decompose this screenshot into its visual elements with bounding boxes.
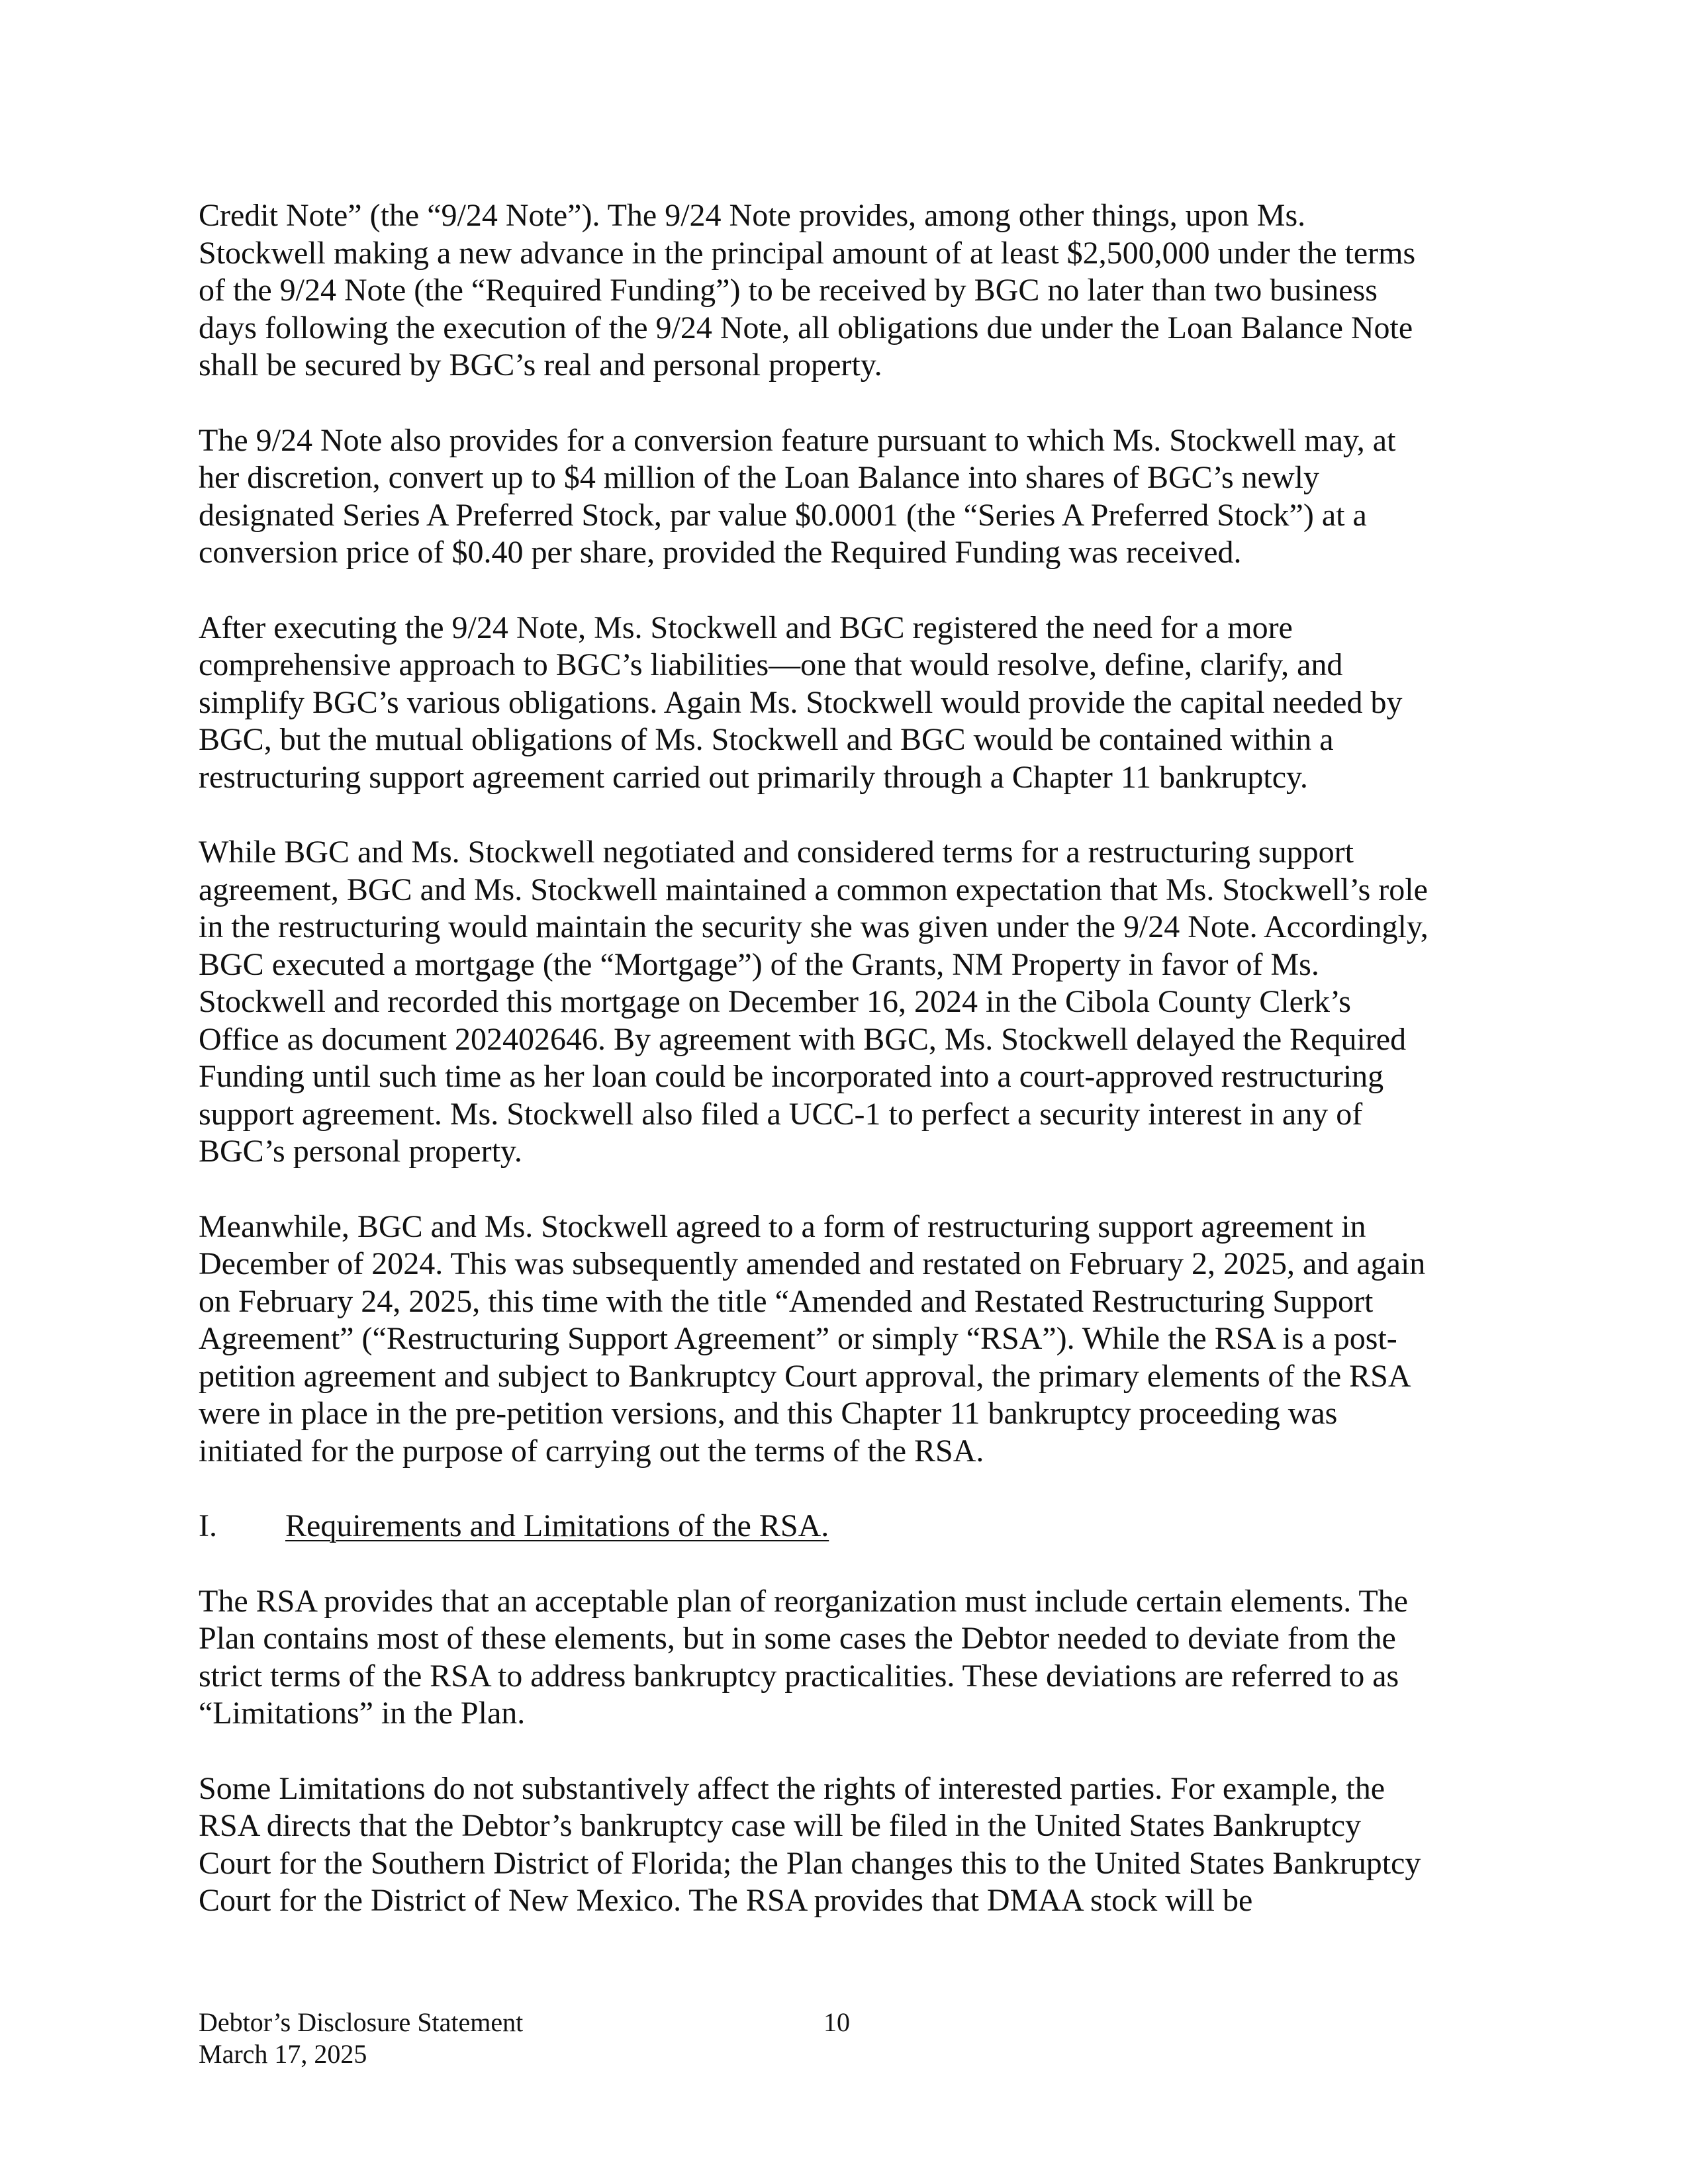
section-number: I. (199, 1508, 217, 1543)
text-line: Credit Note” (the “9/24 Note”). The 9/24 Note provides, among other things, upon Ms. (199, 198, 1306, 233)
text-line: Meanwhile, BGC and Ms. Stockwell agreed to a form of restructuring support agreement in (199, 1208, 1366, 1244)
text-line: December of 2024. This was subsequently amended and restated on February 2, 2025, and again (199, 1246, 1426, 1281)
paragraph-comprehensive-approach (199, 610, 1489, 797)
text-line: The 9/24 Note also provides for a conversion feature pursuant to which Ms. Stockwell may, at (199, 422, 1396, 458)
text-line: BGC’s personal property. (199, 1134, 522, 1169)
paragraph-rsa-history (199, 1208, 1489, 1471)
text-line: strict terms of the RSA to address bankruptcy practicalities. These deviations are referred to as (199, 1658, 1399, 1694)
text-line: restructuring support agreement carried out primarily through a Chapter 11 bankruptcy. (199, 759, 1308, 795)
text-line: comprehensive approach to BGC’s liabilities—one that would resolve, define, clarify, and (199, 647, 1343, 682)
text-line: Court for the District of New Mexico. The RSA provides that DMAA stock will be (199, 1883, 1253, 1918)
paragraph-rsa-elements (199, 1583, 1489, 1733)
text-line: designated Series A Preferred Stock, par value $0.0001 (the “Series A Preferred Stock”) at a (199, 497, 1367, 533)
text-line: simplify BGC’s various obligations. Again Ms. Stockwell would provide the capital needed by (199, 684, 1403, 720)
text-line: Funding until such time as her loan could be incorporated into a court-approved restructuring (199, 1059, 1384, 1094)
text-line: After executing the 9/24 Note, Ms. Stockwell and BGC registered the need for a more (199, 610, 1293, 645)
text-line: support agreement. Ms. Stockwell also filed a UCC-1 to perfect a security interest in any of (199, 1096, 1363, 1132)
text-line: RSA directs that the Debtor’s bankruptcy case will be filed in the United States Bankruptcy (199, 1808, 1362, 1843)
text-line: days following the execution of the 9/24 Note, all obligations due under the Loan Balance Note (199, 310, 1413, 345)
section-heading (199, 1508, 1489, 1545)
text-line: agreement, BGC and Ms. Stockwell maintained a common expectation that Ms. Stockwell’s role (199, 872, 1428, 907)
section-title: Requirements and Limitations of the RSA. (285, 1508, 829, 1543)
text-line: of the 9/24 Note (the “Required Funding”) to be received by BGC no later than two business (199, 273, 1378, 308)
text-line: conversion price of $0.40 per share, provided the Required Funding was received. (199, 535, 1242, 570)
footer-document-info (199, 2007, 523, 2070)
page-number: 10 (823, 2007, 850, 2037)
text-line: initiated for the purpose of carrying out the terms of the RSA. (199, 1433, 984, 1469)
paragraph-limitations-examples (199, 1770, 1489, 1920)
paragraph-9-24-note-terms (199, 197, 1489, 385)
text-line: in the restructuring would maintain the security she was given under the 9/24 Note. Accordingly, (199, 909, 1429, 944)
document-body (199, 197, 1489, 1920)
paragraph-conversion-feature (199, 422, 1489, 572)
text-line: Office as document 202402646. By agreement with BGC, Ms. Stockwell delayed the Required (199, 1021, 1407, 1057)
text-line: The RSA provides that an acceptable plan of reorganization must include certain elements. The (199, 1583, 1408, 1619)
text-line: Some Limitations do not substantively affect the rights of interested parties. For example, the (199, 1770, 1385, 1806)
text-line: Plan contains most of these elements, but in some cases the Debtor needed to deviate from the (199, 1621, 1396, 1656)
text-line: BGC executed a mortgage (the “Mortgage”) of the Grants, NM Property in favor of Ms. (199, 946, 1319, 982)
text-line: petition agreement and subject to Bankruptcy Court approval, the primary elements of the RSA (199, 1358, 1411, 1394)
footer-date: March 17, 2025 (199, 2039, 367, 2069)
text-line: on February 24, 2025, this time with the title “Amended and Restated Restructuring Support (199, 1283, 1374, 1319)
paragraph-mortgage (199, 834, 1489, 1171)
text-line: “Limitations” in the Plan. (199, 1696, 526, 1731)
text-line: BGC, but the mutual obligations of Ms. Stockwell and BGC would be contained within a (199, 722, 1334, 757)
text-line: Agreement” (“Restructuring Support Agreement” or simply “RSA”). While the RSA is a post- (199, 1321, 1397, 1356)
text-line: Court for the Southern District of Florida; the Plan changes this to the United States Bankruptcy (199, 1845, 1421, 1881)
section-heading-line (199, 1508, 1489, 1545)
text-line: Stockwell making a new advance in the principal amount of at least $2,500,000 under the terms (199, 235, 1416, 271)
text-line: shall be secured by BGC’s real and personal property. (199, 347, 882, 383)
text-line: Stockwell and recorded this mortgage on December 16, 2024 in the Cibola County Clerk’s (199, 984, 1351, 1019)
text-line: her discretion, convert up to $4 million of the Loan Balance into shares of BGC’s newly (199, 460, 1319, 495)
footer-document-title: Debtor’s Disclosure Statement (199, 2007, 524, 2037)
text-line: were in place in the pre-petition versions, and this Chapter 11 bankruptcy proceeding was (199, 1396, 1338, 1431)
text-line: While BGC and Ms. Stockwell negotiated and considered terms for a restructuring support (199, 835, 1354, 870)
